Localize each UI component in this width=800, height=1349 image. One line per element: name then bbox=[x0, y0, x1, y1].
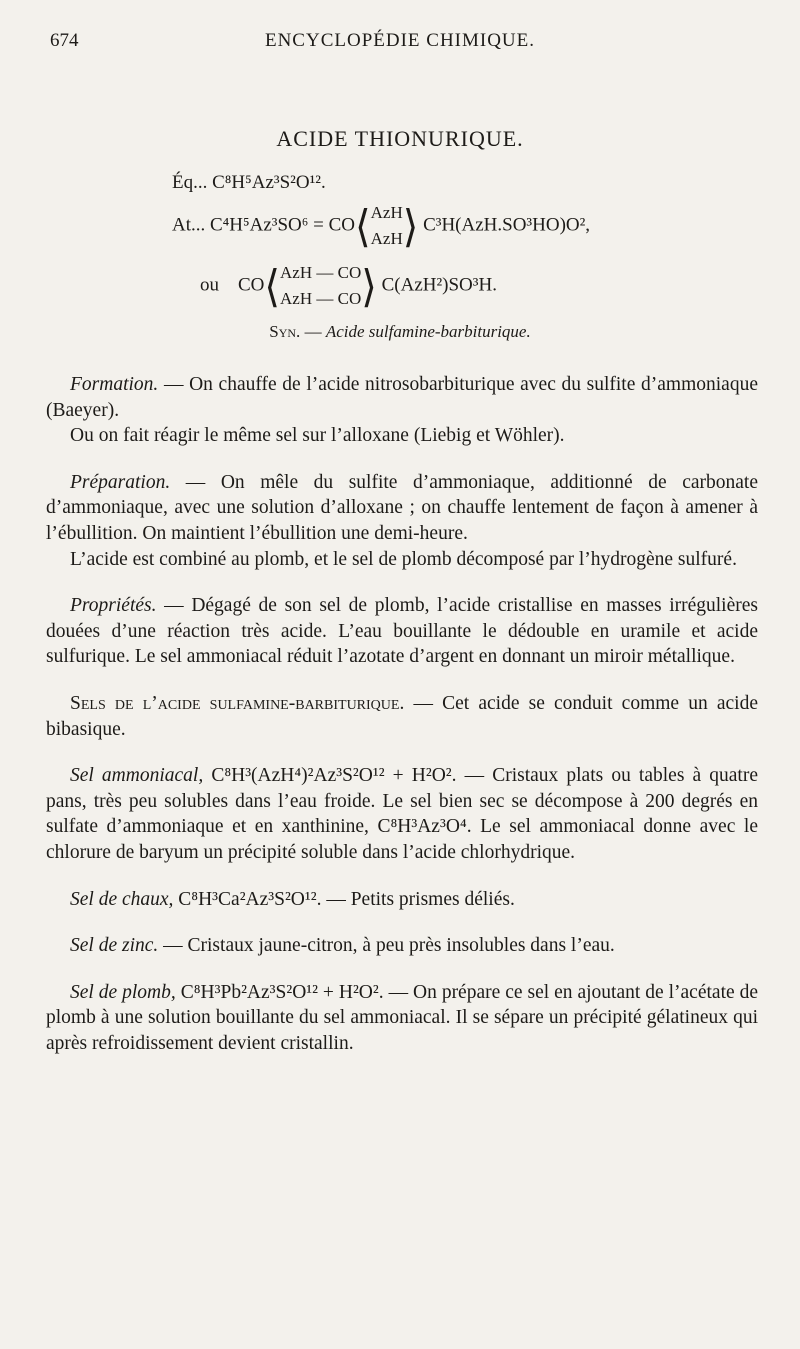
plomb-text: C⁸H³Pb²Az³S²O¹² + H²O². — On prépare ce sel en ajoutant de l’acétate de plomb à une solution bouillante du sel ammoniacal. Il se sépare un précipité gélatineux qui après refroidissement devient cristallin. bbox=[46, 981, 758, 1054]
zinc-lead: Sel de zinc. bbox=[70, 935, 159, 957]
sels-text: — Cet acide se conduit comme un acide bibasique. bbox=[46, 692, 758, 740]
ammoniacal-lead: Sel ammoniacal, bbox=[70, 765, 204, 787]
right-angle-bracket: ⟩ bbox=[361, 261, 377, 311]
plomb-paragraph bbox=[46, 980, 758, 1057]
atomic-formula bbox=[172, 200, 590, 254]
eq-label: Éq... bbox=[172, 172, 208, 193]
formation-lead: Formation. bbox=[70, 374, 159, 395]
section-title: ACIDE THIONURIQUE. bbox=[276, 126, 524, 151]
formation-paragraph-2: Ou on fait réagir le même sel sur l’alloxane (Liebig et Wöhler). bbox=[70, 425, 565, 447]
syn-text: Acide sulfamine-barbiturique. bbox=[325, 322, 531, 341]
chaux-paragraph bbox=[46, 887, 758, 913]
left-angle-bracket: ⟨ bbox=[264, 261, 281, 311]
formation-text: — On chauffe de l’acide nitrosobarbiturique avec du sulfite d’ammoniaque (Baeyer). bbox=[46, 374, 758, 421]
at-stack bbox=[371, 200, 403, 252]
ou-co: CO bbox=[238, 274, 265, 296]
proprietes-text: — Dégagé de son sel de plomb, l’acide cristallise en masses irrégulières douées d’une réaction très acide. L’eau bouillante le dédouble en uramile et acide sulfurique. Le sel ammoniacal réduit l’azotate d’argent en donnant un miroir métallique. bbox=[46, 595, 758, 668]
chaux-lead: Sel de chaux, bbox=[70, 888, 174, 910]
zinc-text: — Cristaux jaune-citron, à peu près insolubles dans l’eau. bbox=[158, 935, 615, 957]
ou-stack-bottom: AzH — CO bbox=[280, 289, 362, 308]
at-stack-top: AzH bbox=[370, 203, 403, 222]
ammoniacal-text: C⁸H³(AzH⁴)²Az³S²O¹² + H²O². — Cristaux plats ou tables à quatre pans, très peu solubles dans l’eau froide. Le sel bien sec se décompose à 200 degrés en sulfate d’ammoniaque et en xanthinine, C⁸H³Az³O⁴. Le sel ammoniacal donne avec le chlorure de baryum un précipité soluble dans l’acide chlorhydrique. bbox=[46, 765, 759, 863]
body-text bbox=[46, 372, 758, 1056]
right-angle-bracket: ⟩ bbox=[402, 201, 419, 251]
sels-paragraph bbox=[46, 691, 758, 742]
at-right: C³H(AzH.SO³HO)O², bbox=[423, 214, 591, 236]
synonym-line: Syn. — Acide sulfamine-barbiturique. bbox=[269, 322, 531, 341]
eq-formula: C⁸H⁵Az³S²O¹². bbox=[212, 172, 326, 193]
ammoniacal-paragraph bbox=[46, 763, 758, 865]
ou-label: ou bbox=[200, 274, 219, 296]
syn-label: Syn. bbox=[269, 322, 301, 341]
at-label: At... bbox=[172, 214, 206, 236]
formation-paragraph bbox=[46, 372, 758, 423]
left-angle-bracket: ⟨ bbox=[355, 201, 371, 251]
ou-right: C(AzH²)SO³H. bbox=[381, 274, 497, 296]
zinc-paragraph bbox=[46, 933, 758, 959]
preparation-paragraph bbox=[46, 470, 758, 547]
plomb-lead: Sel de plomb, bbox=[70, 981, 176, 1003]
at-formula: C⁴H⁵Az³SO⁶ = CO bbox=[210, 214, 356, 236]
preparation-text: — On mêle du sulfite d’ammoniaque, additionné de carbonate d’ammoniaque, avec une solution d’alloxane ; on chauffe lentement de façon à amener à l’ébullition. On maintient l’ébullition une demi-heure. bbox=[46, 471, 758, 544]
ou-stack bbox=[280, 260, 361, 312]
at-stack-bottom: AzH bbox=[370, 229, 403, 248]
sels-lead: Sels de l’acide sulfamine-barbiturique. bbox=[70, 692, 405, 714]
page-number: 674 bbox=[50, 30, 79, 51]
preparation-paragraph-2: L’acide est combiné au plomb, et le sel de plomb décomposé par l’hydrogène sulfuré. bbox=[70, 548, 737, 570]
chaux-text: C⁸H³Ca²Az³S²O¹². — Petits prismes déliés. bbox=[173, 888, 515, 910]
page-header bbox=[50, 30, 750, 54]
proprietes-paragraph bbox=[46, 593, 758, 670]
alternative-formula bbox=[200, 260, 497, 316]
preparation-lead: Préparation. bbox=[70, 471, 171, 493]
equivalent-formula bbox=[172, 172, 326, 194]
running-title: ENCYCLOPÉDIE CHIMIQUE. bbox=[264, 30, 536, 51]
ou-stack-top: AzH — CO bbox=[280, 263, 362, 282]
proprietes-lead: Propriétés. bbox=[70, 595, 157, 617]
